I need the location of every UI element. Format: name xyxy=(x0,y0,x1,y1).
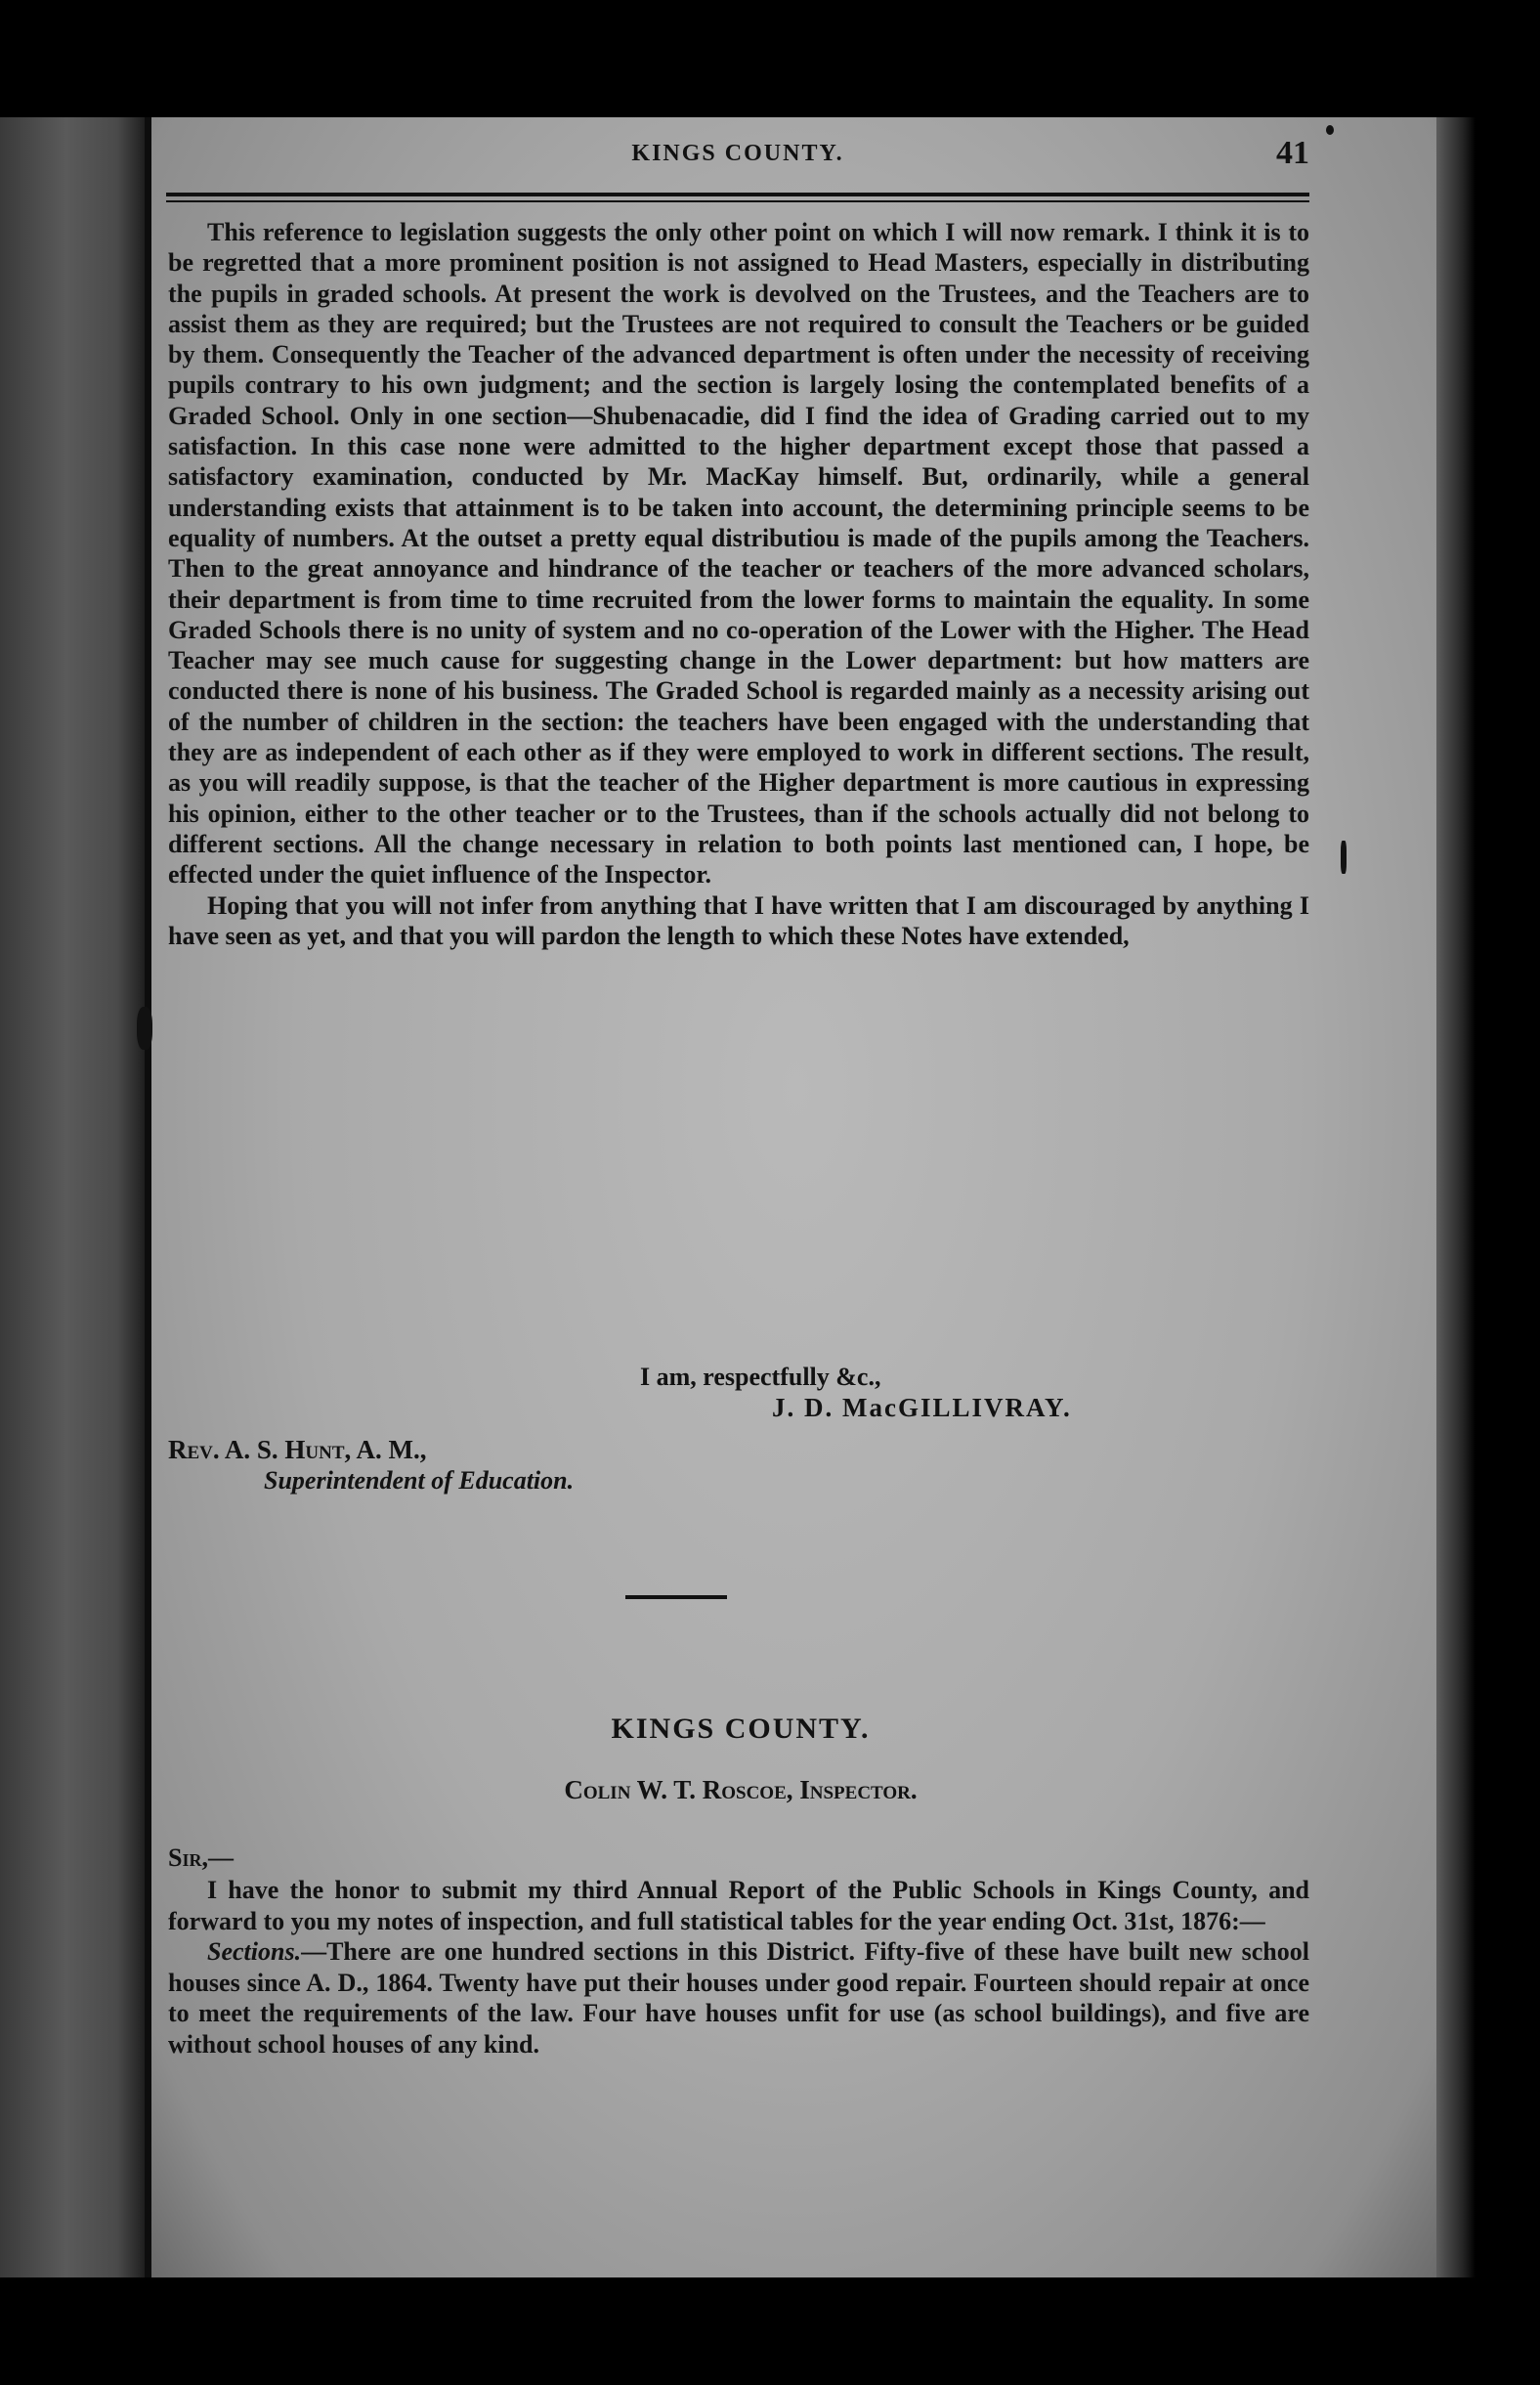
margin-mark xyxy=(1341,841,1347,874)
letter-paragraph: Hoping that you will not infer from anything that I have written that I am discouraged by anything I have seen as yet, and that you will pardon the length to which these Notes have extended, xyxy=(168,890,1309,950)
inspector-line: Colin W. T. Roscoe, Inspector. xyxy=(564,1775,918,1804)
report-paragraph: I have the honor to submit my third Annual Report of the Public Schools in Kings County, and forward to you my notes of inspection, and full statistical tables for the year ending Oct. 31st, 1876:— xyxy=(168,1876,1309,1935)
letter-paragraph: This reference to legislation suggests the only other point on which I will now remark. I think it is to be regretted that a more prominent position is not assigned to Head Masters, especially in distributing the pupils in graded schools. At present the work is devolved on the Trustees, and the Teachers are to assist them as they are required; but the Trustees are not required to consult the Teachers or be guided by them. Consequently the Teacher of the advanced department is often under the necessity of receiving pupils contrary to his own judgment; and the section is largely losing the contemplated benefits of a Graded School. Only in one section—Shubenacadie, did I find the idea of Grading carried out to my satisfaction. In this case none were admitted to the higher department except those that passed a satisfactory examination, conducted by Mr. MacKay himself. But, ordinarily, while a general understanding exists that attainment is to be taken into account, the determining principle seems to be equality of numbers. At the outset a pretty equal distributiou is made of the pupils among the Teachers. Then to the great annoyance and hindrance of the teacher or teachers of the more advanced scholars, their department is from time to time recruited from the lower forms to maintain the equality. In some Graded Schools there is no unity of system and no co-operation of the Lower with the Higher. The Head Teacher may see much cause for suggesting change in the Lower department: but how matters are conducted there is none of his business. The Graded School is regarded mainly as a necessity arising out of the number of children in the section: the teachers have been engaged with the understanding that they are as independent of each other as if they were employed to work in different sections. The result, as you will readily suppose, is that the teacher of the Higher department is more cautious in expressing his opinion, either to the other teacher or to the Trustees, than if the schools actually did not belong to different sections. All the change necessary in relation to both points last mentioned can, I hope, be effected under the quiet influence of the Inspector. xyxy=(168,218,1309,889)
letter-signature: J. D. MacGILLIVRAY. xyxy=(772,1393,1072,1422)
letter-closing: I am, respectfully &c., xyxy=(640,1363,881,1391)
letter-addressee: Rev. A. S. Hunt, A. M., xyxy=(168,1435,427,1464)
report-body xyxy=(168,1875,1309,2060)
addressee-title: Superintendent of Education. xyxy=(264,1466,575,1495)
paragraph-text: —There are one hundred sections in this District. Fifty-five of these have built new school houses since A. D., 1864. Twenty have put their houses under good repair. Fourteen should repair at once to meet the requirements of the law. Four have houses unfit for use (as school buildings), and five are without school houses of any kind. xyxy=(168,1937,1309,2059)
section-divider xyxy=(625,1595,727,1599)
page-number: 41 xyxy=(1276,135,1309,171)
running-head xyxy=(166,135,1309,184)
binding-mark xyxy=(137,1007,152,1050)
facing-page-edge xyxy=(0,117,147,2277)
salutation: Sir,— xyxy=(168,1843,234,1872)
header-rule xyxy=(166,193,1309,202)
paragraph-label: Sections. xyxy=(207,1937,302,1966)
section-heading: KINGS COUNTY. xyxy=(611,1713,871,1745)
page-edge-shadow xyxy=(1436,117,1476,2277)
report-paragraph-sections xyxy=(168,1936,1309,2060)
print-speck xyxy=(1326,125,1334,135)
running-title: KINGS COUNTY. xyxy=(631,141,844,166)
letter-body xyxy=(168,217,1309,951)
